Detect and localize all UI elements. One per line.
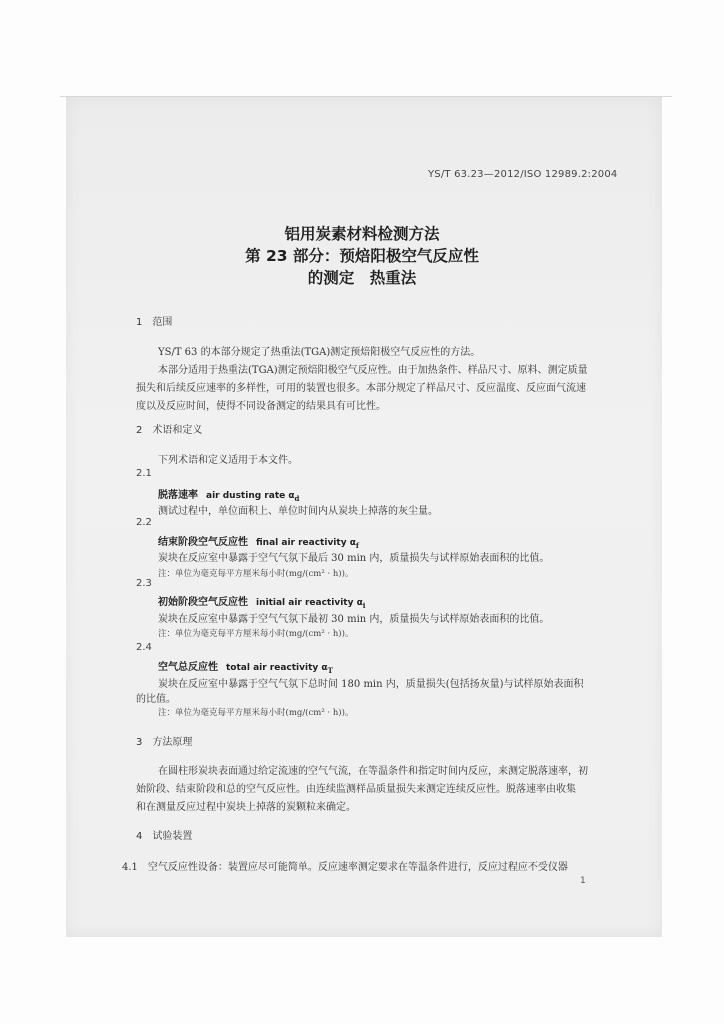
term-2-3-english: initial air reactivity α: [256, 598, 363, 608]
term-2-2-title: [158, 533, 359, 550]
term-2-1-subscript: d: [294, 494, 300, 503]
term-2-1-number: 2.1: [136, 468, 152, 479]
term-2-4-english: total air reactivity α: [226, 663, 328, 673]
section-3-para-line-2: 始阶段、结束阶段和总的空气反应性。由连续监测样品质量损失来测定连续反应性。脱落速率由收集: [136, 784, 576, 795]
section-1-heading: 1 范围: [136, 317, 173, 328]
section-3-para-line-1: 在圆柱形炭块表面通过给定流速的空气气流，在等温条件和指定时间内反应，来测定脱落速率，初: [158, 766, 588, 777]
term-2-1-definition: 测试过程中，单位面积上、单位时间内从炭块上掉落的灰尘量。: [158, 506, 438, 517]
term-2-4-number: 2.4: [136, 642, 152, 653]
section-4-1-para: 4.1 空气反应性设备：装置应尽可能简单。反应速率测定要求在等温条件进行，反应过程应不受仪器: [122, 862, 568, 873]
term-2-1-chinese: 脱落速率: [158, 490, 198, 501]
term-2-3-number: 2.3: [136, 578, 152, 589]
term-2-2-definition: 炭块在反应室中暴露于空气气氛下最后 30 min 内，质量损失与试样原始表面积的比值。: [158, 553, 550, 564]
section-1-para-2-line-3: 度以及反应时间，使得不同设备测定的结果具有可比性。: [136, 401, 386, 412]
term-2-2-english: final air reactivity α: [256, 538, 356, 548]
section-3-heading: 3 方法原理: [136, 737, 193, 748]
term-2-3-note: 注：单位为毫克每平方厘米每小时(mg/(cm² · h))。: [158, 629, 354, 639]
term-2-2-chinese: 结束阶段空气反应性: [158, 537, 248, 548]
term-2-3-chinese: 初始阶段空气反应性: [158, 597, 248, 608]
section-1-para-2-line-1: 本部分适用于热重法(TGA)测定预焙阳极空气反应性。由于加热条件、样品尺寸、原料、测定质量: [158, 365, 588, 376]
term-2-4-title: [158, 658, 333, 675]
term-2-1-english: air dusting rate α: [206, 491, 295, 501]
section-2-heading: 2 术语和定义: [136, 425, 203, 436]
section-2-intro: 下列术语和定义适用于本文件。: [158, 455, 298, 466]
term-2-2-subscript: f: [355, 541, 359, 550]
standard-code: YS/T 63.23—2012/ISO 12989.2:2004: [428, 169, 618, 180]
term-2-1-title: [158, 486, 299, 503]
term-2-2-number: 2.2: [136, 517, 152, 528]
term-2-4-subscript: T: [327, 666, 333, 675]
title-line-1: 铝用炭素材料检测方法: [284, 225, 440, 243]
title-line-2: 第 23 部分：预焙阳极空气反应性: [245, 247, 479, 265]
section-1-para-2-line-2: 损失和后续反应速率的多样性，可用的装置也很多。本部分规定了样品尺寸、反应温度、反应面气流速: [136, 383, 586, 394]
term-2-3-subscript: i: [362, 601, 366, 610]
term-2-3-title: [158, 593, 365, 610]
term-2-4-definition-line-1: 炭块在反应室中暴露于空气气氛下总时间 180 min 内，质量损失(包括扬灰量)与试样原始表面积: [158, 679, 584, 690]
term-2-4-note: 注：单位为毫克每平方厘米每小时(mg/(cm² · h))。: [158, 708, 354, 718]
title-line-3: 的测定 热重法: [307, 269, 417, 287]
section-4-heading: 4 试验装置: [136, 831, 193, 842]
page-number: 1: [580, 876, 586, 886]
section-3-para-line-3: 和在测量反应过程中炭块上掉落的炭颗粒来确定。: [136, 802, 356, 813]
term-2-2-note: 注：单位为毫克每平方厘米每小时(mg/(cm² · h))。: [158, 569, 354, 579]
section-1-para-1: YS/T 63 的本部分规定了热重法(TGA)测定预焙阳极空气反应性的方法。: [158, 347, 481, 358]
term-2-4-definition-line-2: 的比值。: [136, 694, 176, 705]
term-2-4-chinese: 空气总反应性: [158, 662, 218, 673]
term-2-3-definition: 炭块在反应室中暴露于空气气氛下最初 30 min 内，质量损失与试样原始表面积的比值。: [158, 614, 550, 625]
